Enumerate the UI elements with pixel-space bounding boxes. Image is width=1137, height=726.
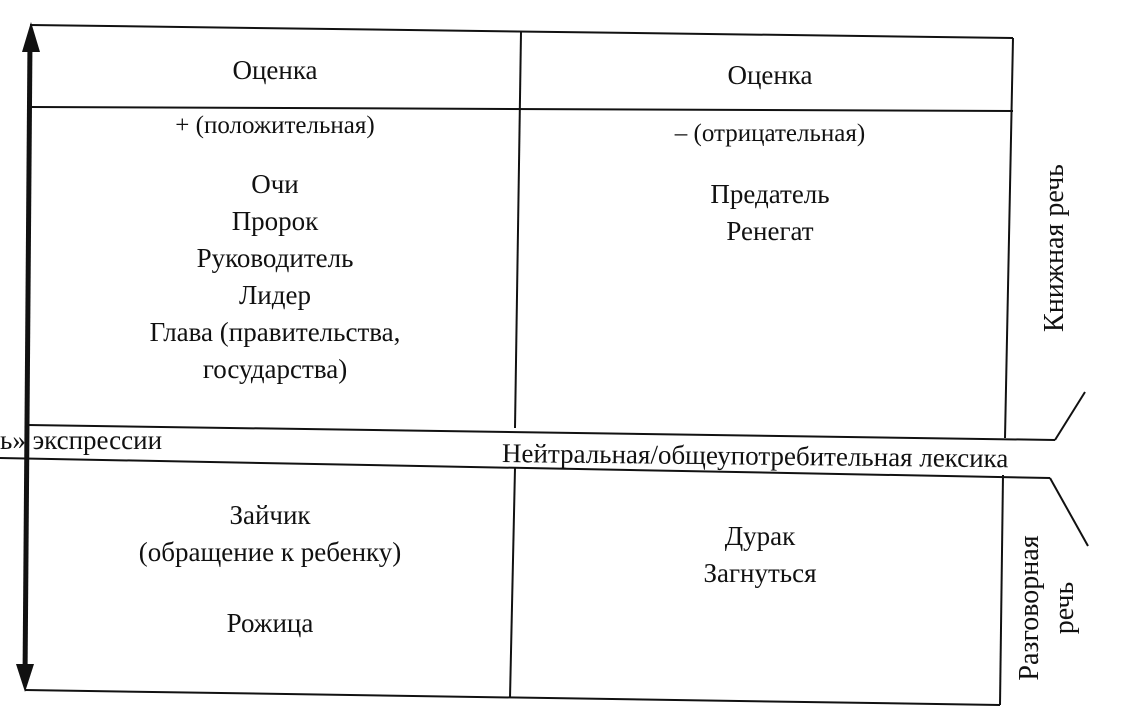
side-label-colloquial-2: речь xyxy=(1049,581,1080,635)
band-right-text: Нейтральная/общеупотребительная лексика xyxy=(501,438,1009,474)
word-lider: Лидер xyxy=(239,280,311,310)
side-label-bookish: Книжная речь xyxy=(1039,164,1070,332)
word-rozhitsa: Рожица xyxy=(226,608,314,638)
word-zagnutsya: Загнуться xyxy=(703,558,817,588)
word-durak: Дурак xyxy=(724,521,796,551)
word-ochi: Очи xyxy=(251,169,299,199)
bottom-left-words-2 xyxy=(30,605,510,642)
bottom-left-words xyxy=(30,497,510,571)
top-right-header: Оценка xyxy=(727,60,813,90)
top-left-header: Оценка xyxy=(232,55,318,85)
word-rukovoditel: Руководитель xyxy=(196,243,354,273)
vertical-arrow xyxy=(16,22,40,692)
side-label-colloquial-1: Разговорная xyxy=(1014,535,1045,681)
bottom-right-words xyxy=(520,518,1000,592)
word-gosudarstva: государства) xyxy=(202,354,348,384)
top-right-words xyxy=(530,176,1010,250)
top-left-words xyxy=(40,166,510,388)
word-renegat: Ренегат xyxy=(726,216,814,246)
top-left-subheader: + (положительная) xyxy=(175,112,375,139)
word-glava: Глава (правительства, xyxy=(149,317,401,347)
top-right-subheader: – (отрицательная) xyxy=(674,120,866,147)
word-zaichik: Зайчик xyxy=(229,500,311,530)
word-predatel: Предатель xyxy=(710,179,830,209)
word-prorok: Пророк xyxy=(231,206,319,236)
band-left-text: ь» экспрессии xyxy=(0,425,163,455)
word-obrashchenie: (обращение к ребенку) xyxy=(138,537,402,567)
